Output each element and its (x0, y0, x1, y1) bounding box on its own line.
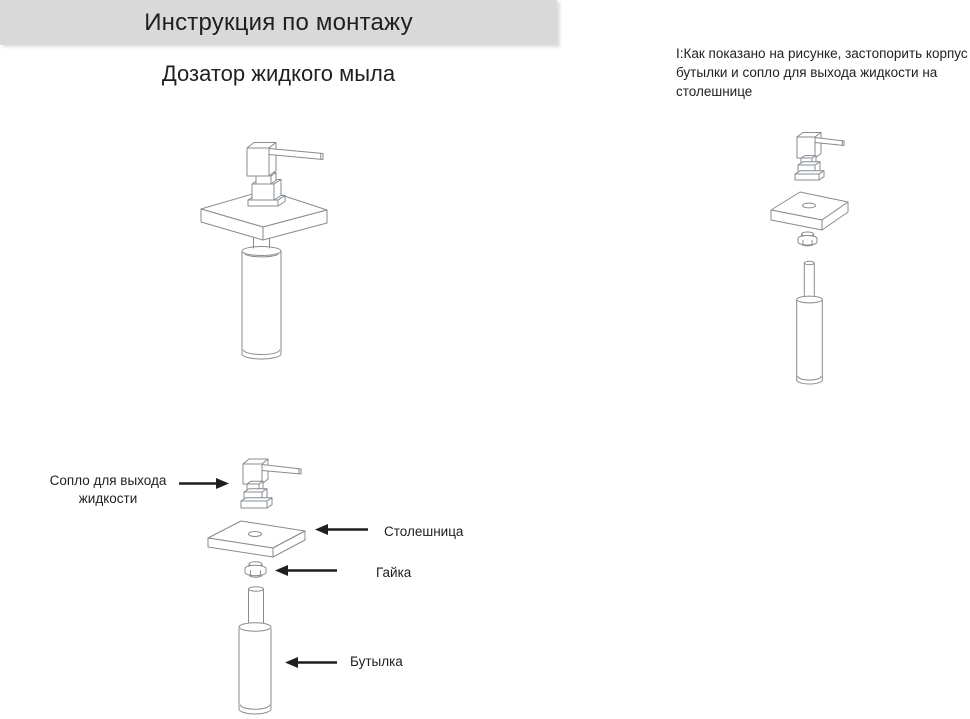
page-title: Инструкция по монтажу (144, 8, 413, 36)
bottle-arrow-left-icon (284, 656, 338, 669)
nozzle-label-line: Сопло для выхода (49, 473, 167, 488)
nozzle-label (40, 472, 176, 508)
countertop-arrow-left-icon (314, 523, 369, 536)
bottle-label: Бутылка (350, 654, 403, 669)
nozzle-arrow-right-icon (178, 477, 230, 490)
pump-head-drawing (795, 133, 844, 181)
bottle-drawing (242, 247, 281, 360)
nut-arrow-left-icon (274, 564, 338, 577)
step-instruction-line: бутылки и сопло для выхода жидкости на (676, 65, 938, 80)
step-instruction-line: I:Как показано на рисунке, застопорить корпус (676, 46, 968, 61)
bottle-drawing (797, 261, 823, 384)
assembled-dispenser-figure (185, 132, 365, 367)
step-instruction-line: столешнице (676, 84, 753, 99)
nut-drawing (245, 562, 266, 577)
countertop-label: Столешница (384, 524, 464, 539)
countertop-drawing (208, 521, 305, 557)
bottle-drawing (239, 587, 271, 714)
nut-label: Гайка (376, 565, 412, 580)
countertop-drawing (771, 192, 848, 230)
step-instruction (676, 44, 970, 101)
exploded-view-figure (765, 128, 885, 390)
subtitle: Дозатор жидкого мыла (161, 61, 396, 86)
nozzle-label-line: жидкости (78, 491, 138, 506)
pump-head-drawing (241, 459, 301, 508)
header-bar (0, 0, 557, 45)
nut-drawing (798, 232, 817, 246)
exploded-view-labeled-figure (205, 453, 337, 717)
pump-head-drawing (247, 143, 323, 207)
